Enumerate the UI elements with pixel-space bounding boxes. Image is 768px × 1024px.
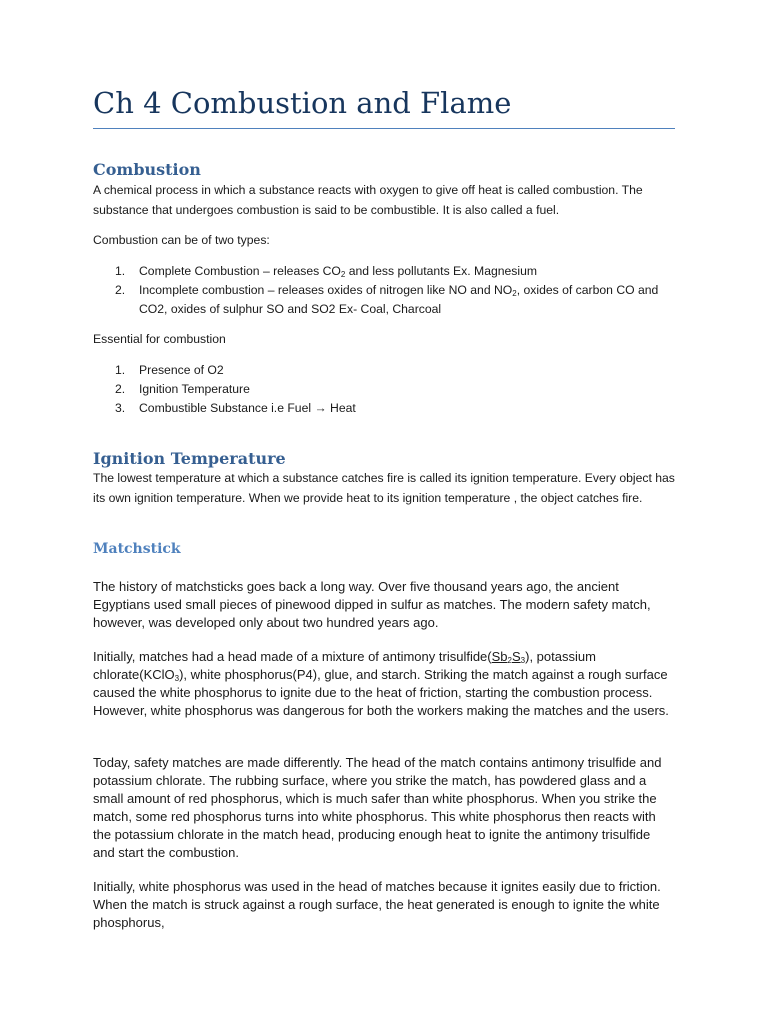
list-item: 2. Incomplete combustion – releases oxides of nitrogen like NO and $NO_2$, oxides of carbon CO and CO2, oxides of sulphur SO and SO2 Ex- Coal, Charcoal <box>115 283 659 316</box>
matchstick-today-paragraph: Today, safety matches are made differently. The head of the match contains antimony trisulfide and potassium chlorate. The rubbing surface, where you strike the match, has powdered glass and a small amount of red phosphorus, which is much safer than white phosphorus. When you strike the match, some red phosphorus turns into white phosphorus. This white phosphorus then reacts with the potassium chlorate in the match head, producing enough heat to ignite the antimony trisulfide and start the combustion. <box>93 755 662 860</box>
combustion-types-list <box>93 262 675 319</box>
essentials-intro: Essential for combustion <box>93 332 226 346</box>
list-item: 2. Ignition Temperature <box>115 382 250 396</box>
matchstick-history-paragraph: The history of matchsticks goes back a long way. Over five thousand years ago, the ancient Egyptians used small pieces of pinewood dipped in sulfur as matches. The modern safety match, however, was developed only about two hundred years ago. <box>93 579 651 630</box>
essentials-list <box>93 361 675 418</box>
combustion-heading: Combustion <box>93 160 201 179</box>
combustion-types-intro: Combustion can be of two types: <box>93 233 270 247</box>
ignition-definition: The lowest temperature at which a substance catches fire is called its ignition temperature. Every object has its own ignition temperature. When we provide heat to its ignition temperature , the object catches fire. <box>93 471 675 505</box>
matchstick-white-phosphorus-paragraph: Initially, white phosphorus was used in the head of matches because it ignites easily due to friction. When the match is struck against a rough surface, the heat generated is enough to ignite the white phosphorus, <box>93 879 661 930</box>
matchstick-heading: Matchstick <box>93 541 181 557</box>
title-underline-rule <box>93 128 675 129</box>
list-item: 1. Complete Combustion – releases $CO_2$ and less pollutants Ex. Magnesium <box>115 264 538 279</box>
document-title: Ch 4 Combustion and Flame <box>93 86 512 120</box>
ignition-heading: Ignition Temperature <box>93 449 286 468</box>
list-item: 3. Combustible Substance i.e Fuel → Heat <box>115 401 356 415</box>
matchstick-initial-paragraph: Initially, matches had a head made of a mixture of antimony $trisulfide(Sb_2S_3)$, potassium chlorate(KClO$_3$), white phosphorus(P4), glue, and starch. Striking the match against a rough surface caused the white phosphorus to ignite due to the heat of friction, starting the combustion process. However, white phosphorus was dangerous for both the workers making the matches and the users. <box>93 649 669 718</box>
list-item: 1. Presence of O2 <box>115 363 224 377</box>
arrow-right-icon: → <box>311 401 331 415</box>
formula-sb2s3: $Sb_2S_3$ <box>491 649 526 665</box>
combustion-definition: A chemical process in which a substance reacts with oxygen to give off heat is called combustion. The substance that undergoes combustion is said to be combustible. It is also called a fuel. <box>93 183 643 217</box>
